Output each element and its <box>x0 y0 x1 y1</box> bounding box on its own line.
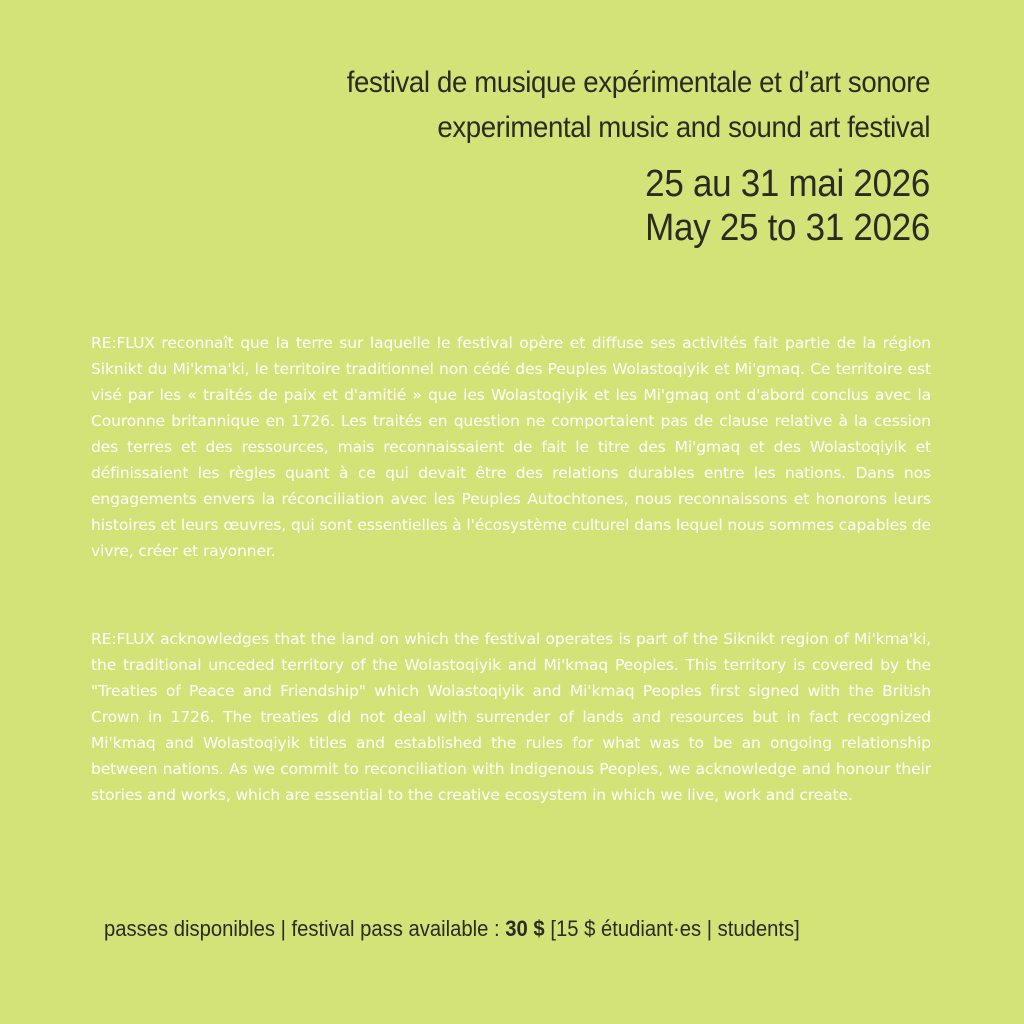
festival-pass-info <box>104 912 800 946</box>
subtitle-english: experimental music and sound art festival <box>437 111 930 144</box>
subtitle-french: festival de musique expérimentale et d’art sonore <box>346 66 930 99</box>
pass-student-price: [15 $ étudiant·es | students] <box>544 916 800 941</box>
dates-english: May 25 to 31 2026 <box>645 207 930 249</box>
land-acknowledgement-french: RE:FLUX reconnaît que la terre sur laquelle le festival opère et diffuse ses activités fait partie de la région Siknikt du Mi'kma'ki, le territoire traditionnel non cédé des Peuples Wolastoqiyik et Mi'gmaq. Ce territoire est visé par les « traités de paix et d'amitié » que les Wolastoqiyik et les Mi'gmaq ont d'abord conclus avec la Couronne britannique en 1726. Les traités en question ne comportaient pas de clause relative à la cession des terres et des ressources, mais reconnaissaient de fait le titre des Mi'gmaq et des Wolastoqiyik et définissaient les règles quant à ce qui devait être des relations durables entre les nations. Dans nos engagements envers la réconciliation avec les Peuples Autochtones, nous reconnaissons et honorons leurs histoires et leurs œuvres, qui sont essentielles à l'écosystème culturel dans lequel nous sommes capables de vivre, créer et rayonner. <box>91 334 931 560</box>
dates-french: 25 au 31 mai 2026 <box>645 163 930 205</box>
land-acknowledgement-english: RE:FLUX acknowledges that the land on which the festival operates is part of the Siknikt region of Mi'kma'ki, the traditional unceded territory of the Wolastoqiyik and Mi'kmaq Peoples. This territory is covered by the "Treaties of Peace and Friendship" which Wolastoqiyik and Mi'kmaq Peoples first signed with the British Crown in 1726. The treaties did not deal with surrender of lands and resources but in fact recognized Mi'kmaq and Wolastoqiyik titles and established the rules for what was to be an ongoing relationship between nations. As we commit to reconciliation with Indigenous Peoples, we acknowledge and honour their stories and works, which are essential to the creative ecosystem in which we live, work and create. <box>91 630 931 804</box>
festival-dates <box>296 162 930 250</box>
festival-header <box>296 60 930 250</box>
pass-label: passes disponibles | festival pass available : <box>104 916 506 941</box>
pass-price: 30 $ <box>505 916 545 941</box>
